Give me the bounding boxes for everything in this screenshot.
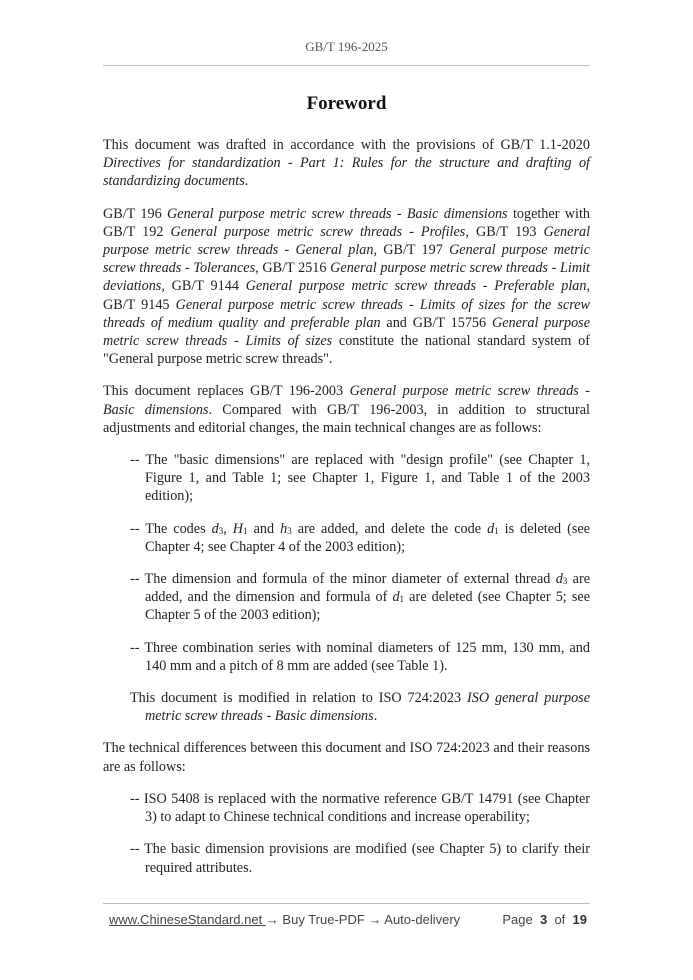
paragraph [103, 205, 590, 369]
text-run: . Compared with GB/T 196-2003, in addition to structural adjustments and editorial changes, the main technical changes are as follows: [103, 401, 590, 436]
italic-text: General purpose metric screw threads - Profiles [170, 223, 466, 240]
text-run: -- The "basic dimensions" are replaced with "design profile" (see Chapter 1, Figure 1, and Table 1; see Chapter 1, Figure 1, and Table 1 of the 2003 edition); [130, 452, 590, 505]
italic-text: General purpose metric screw threads - Basic dimensions [103, 383, 590, 418]
italic-text: General purpose metric screw threads - Basic dimensions [167, 205, 508, 222]
text-run: -- ISO 5408 is replaced with the normative reference GB/T 14791 (see Chapter 3) to adapt to Chinese technical conditions and increase operability; [130, 790, 590, 826]
text-run: are added, and delete the code [291, 520, 488, 537]
paragraph [103, 136, 590, 191]
text-run: . [373, 708, 378, 725]
paragraph [103, 382, 590, 437]
italic-text: H [232, 520, 244, 537]
footer [109, 912, 587, 927]
text-run: , [223, 520, 233, 537]
text-run: The technical differences between this document and ISO 724:2023 and their reasons are as follows: [103, 740, 590, 775]
text-run: , GB/T 193 [465, 223, 544, 240]
text-run: constitute the national standard system of "General purpose metric screw threads". [103, 333, 590, 368]
text-run: is deleted (see Chapter 4; see Chapter 4 of the 2003 edition); [145, 520, 590, 555]
italic-text: d [487, 520, 495, 537]
italic-text: General purpose metric screw threads - Preferable plan [245, 278, 587, 295]
list-item [130, 840, 590, 876]
list-item [130, 520, 590, 556]
subscript: 1 [243, 525, 248, 536]
text-run: , GB/T 2516 [255, 260, 331, 277]
text-run: together with GB/T 192 [103, 205, 590, 240]
text-run: -- The dimension and formula of the minor diameter of external thread [130, 571, 556, 588]
text-run: -- Three combination series with nominal diameters of 125 mm, 130 mm, and 140 mm and a pitch of 8 mm are added (see Table 1). [130, 639, 590, 674]
page-number: 3 [539, 912, 548, 927]
text-run: , GB/T 9145 [103, 278, 591, 313]
italic-text: General purpose metric screw threads - General plan [103, 223, 591, 259]
text-run: This document replaces GB/T 196-2003 [103, 383, 350, 400]
list-item [130, 790, 590, 826]
text-run: are deleted (see Chapter 5; see Chapter 5 of the 2003 edition); [145, 589, 590, 624]
text-run: are added, and the dimension and formula of [145, 571, 590, 606]
text-run: , GB/T 9144 [161, 278, 246, 295]
text-run: GB/T 196 [103, 205, 168, 222]
paragraph [130, 689, 590, 725]
website-link[interactable]: www.ChineseStandard.net [109, 912, 266, 927]
page-indicator [502, 912, 587, 927]
italic-text: General purpose metric screw threads - Tolerances [103, 242, 590, 277]
italic-text: d [392, 589, 400, 606]
subscript: 1 [399, 594, 405, 605]
subscript: 3 [562, 576, 568, 587]
italic-text: d [211, 520, 219, 537]
text-run: and GB/T 15756 [380, 314, 492, 331]
page-label: Page [502, 912, 533, 927]
text-run: This document was drafted in accordance with the provisions of GB/T 1.1-2020 [103, 137, 590, 153]
italic-text: Directives for standardization - Part 1: Rules for the structure and drafting of standardizing documents [103, 155, 590, 190]
text-run: -- The codes [130, 520, 212, 537]
footer-promo: → Buy True-PDF → Auto-delivery [265, 912, 461, 927]
page-total: 19 [572, 912, 587, 927]
subscript: 1 [494, 525, 499, 536]
page-title: Foreword [306, 93, 387, 114]
text-run: and [247, 520, 281, 537]
list-item [130, 639, 590, 675]
italic-text: General purpose metric screw threads - Limits of sizes [103, 314, 591, 350]
header-rule [103, 65, 590, 66]
text-run: This document is modified in relation to ISO 724:2023 [130, 690, 468, 707]
paragraph [103, 739, 590, 775]
subscript: 3 [218, 525, 224, 536]
italic-text: h [280, 520, 288, 537]
text-run: -- The basic dimension provisions are modified (see Chapter 5) to clarify their required attributes. [130, 841, 590, 876]
list-item [130, 570, 590, 625]
running-header: GB/T 196-2025 [305, 39, 388, 54]
footer-rule [103, 903, 590, 904]
text-run: . [244, 173, 249, 190]
of-label: of [554, 912, 566, 927]
subscript: 3 [287, 525, 292, 536]
document-body [103, 136, 590, 891]
list-item [130, 451, 590, 506]
italic-text: General purpose metric screw threads - Limit deviations [103, 260, 590, 295]
text-run: , GB/T 197 [373, 242, 450, 259]
italic-text: General purpose metric screw threads - Limits of sizes for the screw threads of medium quality and preferable plan [103, 296, 590, 331]
italic-text: ISO general purpose metric screw threads - Basic dimensions [145, 690, 590, 725]
italic-text: d [555, 571, 563, 588]
